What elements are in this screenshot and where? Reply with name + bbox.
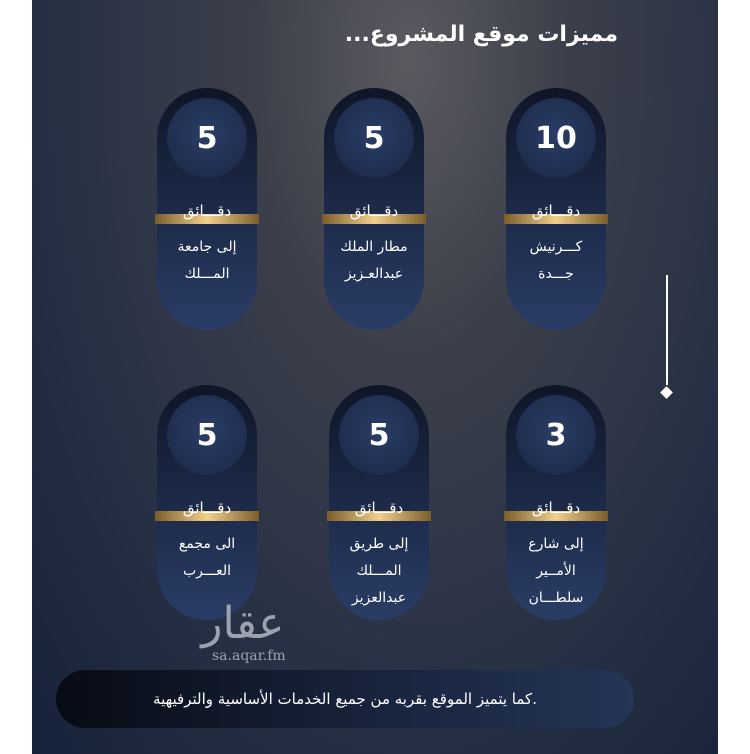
watermark-url: sa.aqar.fm	[212, 648, 286, 664]
divider-line	[666, 275, 668, 385]
minutes-value: 3	[516, 395, 596, 475]
minutes-unit: دقـــائق	[182, 202, 232, 220]
destination-line: إلى شارع	[528, 536, 584, 552]
time-card	[506, 88, 606, 330]
minutes-unit: دقـــائق	[349, 202, 399, 220]
footer-banner	[56, 670, 634, 728]
time-card	[329, 385, 429, 620]
destination	[324, 234, 424, 288]
destination-line: الى مجمع	[178, 536, 236, 552]
destination-line: مطار الملك	[340, 239, 408, 255]
minutes-value: 5	[167, 395, 247, 475]
minutes-value: 5	[334, 98, 414, 178]
destination-line: إلى جامعة	[177, 239, 237, 255]
minutes-value: 10	[516, 98, 596, 178]
destination	[506, 531, 606, 612]
watermark-logo	[200, 600, 286, 664]
time-card	[157, 88, 257, 330]
minutes-value: 5	[167, 98, 247, 178]
minutes-unit: دقـــائق	[182, 499, 232, 517]
watermark-name: عقار	[201, 598, 285, 649]
diamond-icon	[660, 386, 673, 399]
minutes-value: 5	[339, 395, 419, 475]
destination-line: عبدالعـزيز	[344, 266, 404, 282]
page-title: مميزات موقع المشروع...	[344, 22, 618, 47]
destination-line: العـــرب	[182, 563, 232, 579]
time-card	[157, 385, 257, 620]
minutes-unit: دقـــائق	[531, 202, 581, 220]
destination	[506, 234, 606, 288]
destination	[329, 531, 429, 612]
destination	[157, 234, 257, 288]
time-card	[324, 88, 424, 330]
destination-line: الأمــير	[536, 563, 576, 579]
destination-line: إلى طريق	[349, 536, 409, 552]
time-card	[506, 385, 606, 620]
destination	[157, 531, 257, 585]
destination-line: كـــرنيش	[529, 239, 583, 255]
destination-line: عبدالعزيز	[351, 590, 407, 606]
destination-line: المـــلك	[356, 563, 402, 579]
minutes-unit: دقـــائق	[531, 499, 581, 517]
destination-line: سلطـــان	[528, 590, 584, 606]
destination-line: جـــدة	[538, 266, 574, 282]
destination-line: المـــلك	[184, 266, 230, 282]
minutes-unit: دقـــائق	[354, 499, 404, 517]
footer-text: .كما يتميز الموقع بقربه من جميع الخدمات الأساسية والترفيهية	[153, 690, 537, 708]
